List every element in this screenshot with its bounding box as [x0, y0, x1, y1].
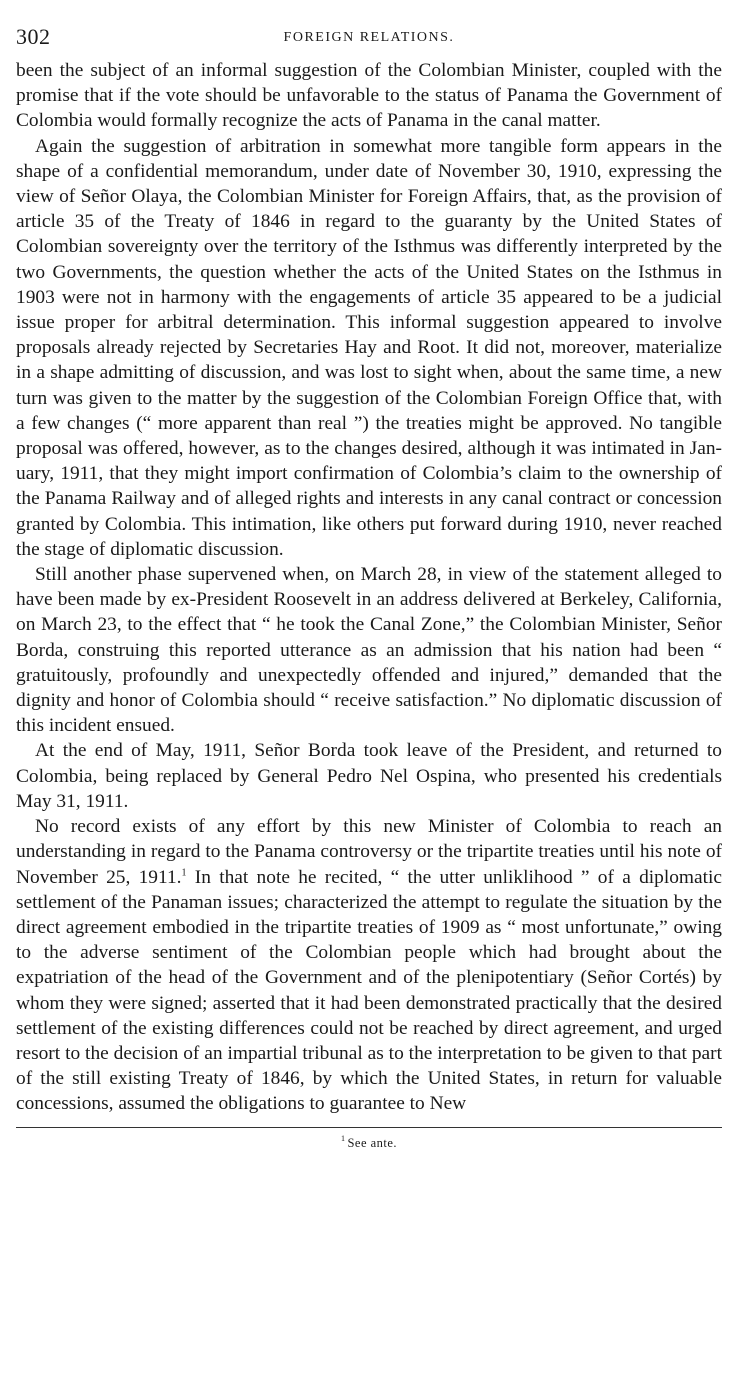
footnote-reference: 1 — [181, 867, 187, 879]
body-text — [16, 58, 722, 1117]
paragraph: Still another phase supervened when, on March 28, in view of the statement alleged to have been made by ex-President Roosevelt in an address delivered at Berkeley, California, on March 23, to the effect that “ he took the Canal Zone,” the Colombian Minister, Señor Borda, construing this reported utterance as an admission that his nation had been “ gratuitously, profoundly and unexpectedly offended and injured,” demanded that the dignity and honor of Colombia should “ receive satisfaction.” No diplomatic discussion of this incident ensued. — [16, 564, 722, 737]
paragraph-with-footnote — [16, 814, 722, 1116]
page-number: 302 — [16, 24, 51, 49]
footnote-text: See ante. — [347, 1135, 398, 1150]
footnote-mark: 1 — [340, 1134, 346, 1144]
paragraph-text: In that note he recited, “ the utter unliklihood ” of a diplomatic settlement of the Panaman issues; characterized the attempt to regulate the situation by the direct agreement embodied in the tripartite treaties of 1909 as “ most unfortunate,” owing to the adverse sentiment of the Colombian people which had brought about the expatriation of the head of the Government and of the plenipotentiary (Señor Cortés) by whom they were signed; asserted that it had been demonstrated practically that the desired settlement of the existing differences could not be reached by direct agreement, and urged resort to the decision of an impartial tribunal as to the interpretation to be given to that part of the still existing Treaty of 1846, by which the United States, in return for valuable concessions, assumed the obligations to guarantee to New — [16, 866, 723, 1115]
paragraph: been the subject of an informal suggestion of the Colombian Minister, coupled with the promise that if the vote should be unfavorable to the status of Panama the Government of Colombia would formally recognize the acts of Panama in the canal matter. — [16, 60, 722, 132]
paragraph: At the end of May, 1911, Señor Borda took leave of the President, and returned to Colombia, being replaced by General Pedro Nel Ospina, who presented his credentials May 31, 1911. — [16, 740, 722, 812]
running-head: FOREIGN RELATIONS. — [283, 30, 455, 45]
page-header — [16, 24, 722, 58]
document-page — [16, 24, 722, 1151]
footnote-divider — [16, 1127, 722, 1128]
paragraph-text: No record exists of any effort by this new Minister of Colombia to reach an understanding in regard to the Panama controversy or the tripartite treaties until his note of November 25, 1911. — [16, 816, 722, 888]
footnote — [16, 1136, 722, 1151]
paragraph: Again the suggestion of arbitration in somewhat more tangible form appears in the shape of a confidential memorandum, under date of November 30, 1910, expressing the view of Señor Olaya, the Colombian Minister for Foreign Affairs, that, as the provision of article 35 of the Treaty of 1846 in regard to the guaranty by the United States of Colombian sovereignty over the territory of the Isthmus was differently interpreted by the two Governments, the question whether the acts of the United States on the Isthmus in 1903 were not in harmony with the engagements of article 35 appeared to be a judicial issue proper for arbitral determination. This informal suggestion appeared to involve proposals already rejected by Secretaries Hay and Root. It did not, moreover, materialize in a shape admitting of discussion, and was lost to sight when, about the same time, a new turn was given to the matter by the suggestion of the Colombian Foreign Office that, with a few changes (“ more apparent than real ”) the treaties might be approved. No tangible proposal was offered, however, as to the changes desired, although it was intimated in January, 1911, that they might import confirmation of Colombia’s claim to the ownership of the Panama Railway and of alleged rights and interests in any canal contract or concession granted by Colombia. This intimation, like others put forward during 1910, never reached the stage of diplomatic discussion. — [16, 135, 722, 560]
